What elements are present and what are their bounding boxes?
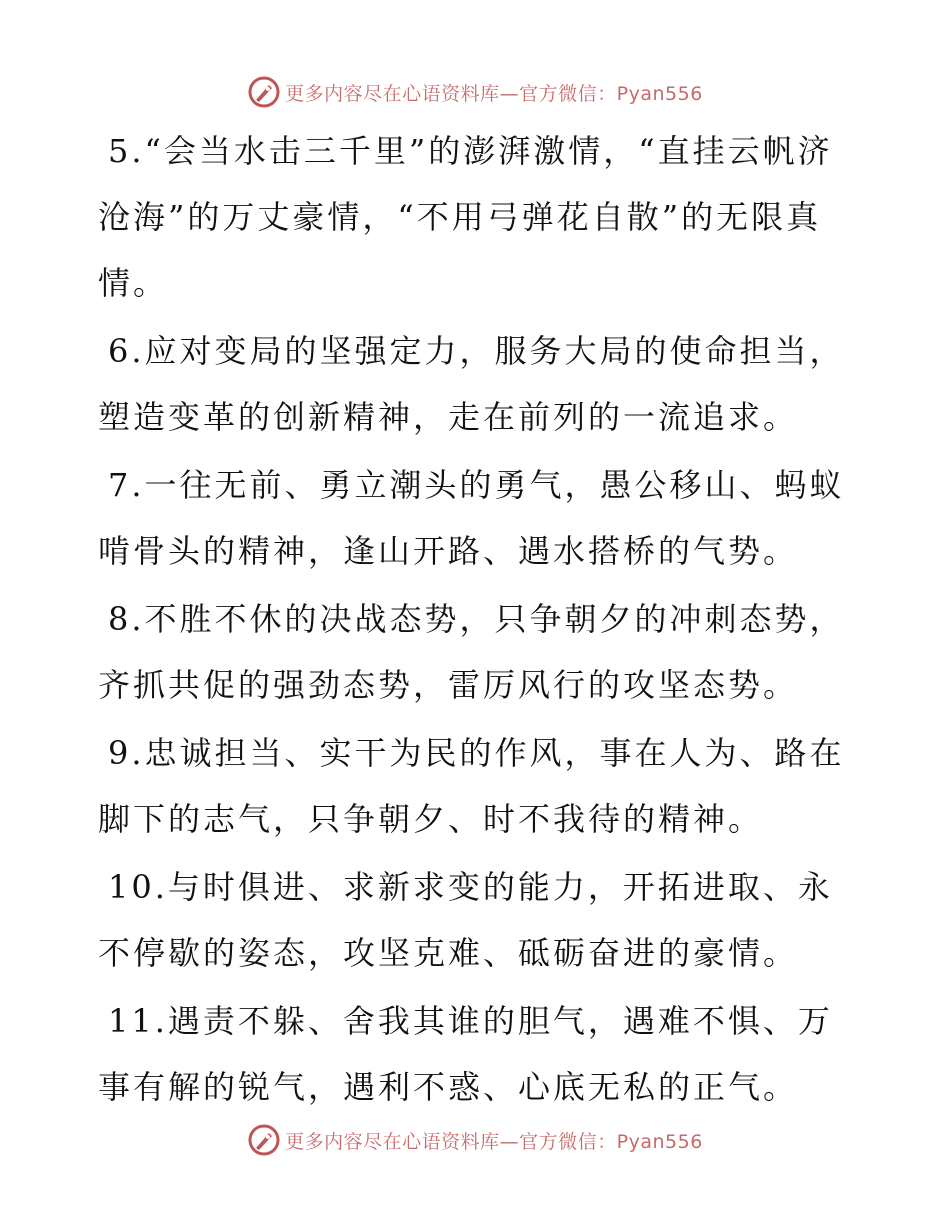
item-text: “会当水击三千里”的澎湃激情，“直挂云帆济沧海”的万丈豪情，“不用弓弹花自散”的无限真情。 (98, 132, 833, 302)
item-number: 10. (108, 868, 168, 906)
header-watermark (0, 72, 950, 112)
watermark-text: 更多内容尽在心语资料库—官方微信：Pyan556 (285, 1130, 703, 1153)
list-item (98, 854, 858, 986)
item-text: 遇责不躲、舍我其谁的胆气，遇难不惧、万事有解的锐气，遇利不惑、心底无私的正气。 (98, 1002, 833, 1106)
item-text: 与时俱进、求新求变的能力，开拓进取、永不停歇的姿态，攻坚克难、砥砺奋进的豪情。 (98, 868, 833, 972)
list-item (98, 118, 858, 316)
item-text: 忠诚担当、实干为民的作风，事在人为、路在脚下的志气，只争朝夕、时不我待的精神。 (98, 734, 845, 838)
watermark-text: 更多内容尽在心语资料库—官方微信：Pyan556 (285, 82, 703, 105)
pen-nib-circle-icon (247, 75, 281, 109)
document-body (98, 118, 858, 1122)
item-number: 9. (108, 734, 145, 772)
item-number: 7. (108, 466, 145, 504)
list-item (98, 318, 858, 450)
item-number: 11. (108, 1002, 168, 1040)
list-item (98, 586, 858, 718)
list-item (98, 988, 858, 1120)
item-number: 8. (108, 600, 145, 638)
footer-watermark (0, 1120, 950, 1160)
item-number: 5. (108, 132, 145, 170)
item-number: 6. (108, 332, 145, 370)
item-text: 不胜不休的决战态势，只争朝夕的冲刺态势，齐抓共促的强劲态势，雷厉风行的攻坚态势。 (98, 600, 845, 704)
list-item (98, 452, 858, 584)
list-item (98, 720, 858, 852)
pen-nib-circle-icon (247, 1123, 281, 1157)
item-text: 一往无前、勇立潮头的勇气，愚公移山、蚂蚁啃骨头的精神，逢山开路、遇水搭桥的气势。 (98, 466, 845, 570)
item-text: 应对变局的坚强定力，服务大局的使命担当，塑造变革的创新精神，走在前列的一流追求。 (98, 332, 845, 436)
